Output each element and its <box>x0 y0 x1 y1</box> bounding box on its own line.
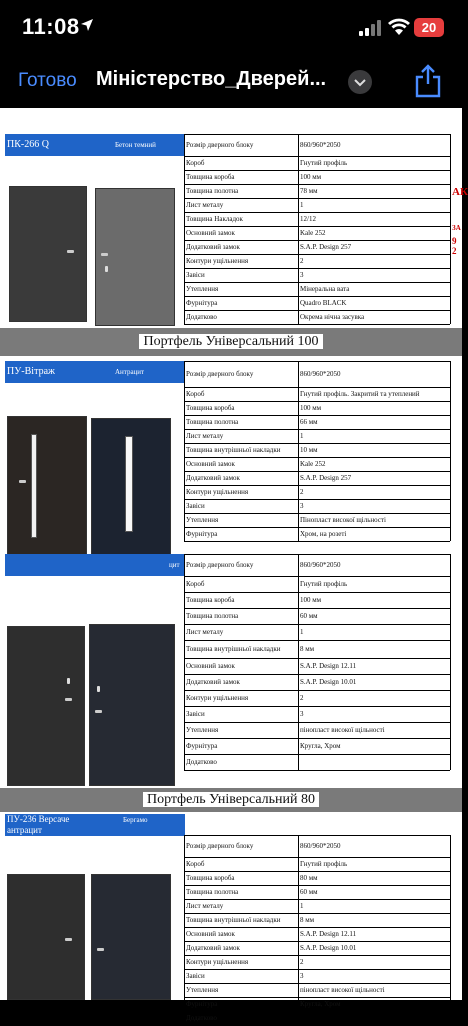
table-rule <box>184 485 450 486</box>
spec-label: Лист металу <box>186 431 224 440</box>
spec-value: S.A.P. Design 12.11 <box>300 929 357 938</box>
section-title: Портфель Універсальний 100 <box>139 334 322 349</box>
spec-label: Фурнітура <box>186 298 218 307</box>
spec-value: 2 <box>300 957 304 966</box>
spec-value: 100 мм <box>300 403 322 412</box>
spec-label: Товщина короба <box>186 595 235 604</box>
spec-value: Пінопласт високої щільності <box>300 515 386 524</box>
spec-value: пінопласт високої щільності <box>300 725 385 734</box>
spec-label: Фурнітура <box>186 999 218 1008</box>
spec-value: 1 <box>300 200 304 209</box>
table-rule <box>184 310 450 311</box>
spec-label: Утеплення <box>186 515 219 524</box>
spec-label: Контури ущільнення <box>186 487 249 496</box>
spec-value: Хром, на розеті <box>300 529 347 538</box>
table-rule <box>184 658 450 659</box>
section-title: Портфель Універсальний 80 <box>143 792 319 807</box>
spec-value: 1 <box>300 627 304 636</box>
spec-value: 8 мм <box>300 915 315 924</box>
spec-label: Завіси <box>186 501 205 510</box>
spec-value: Kale 252 <box>300 459 326 468</box>
spec-value: 100 мм <box>300 172 322 181</box>
spec-value: Kale 252 <box>300 228 326 237</box>
spec-label: Додатковий замок <box>186 943 240 952</box>
table-rule <box>184 457 450 458</box>
spec-label: Короб <box>186 579 205 588</box>
table-rule <box>450 554 451 770</box>
cellular-signal-icon <box>358 20 382 36</box>
spec-value: S.A.P. Design 12.11 <box>300 661 357 670</box>
spec-label: Основний замок <box>186 459 235 468</box>
table-rule <box>184 885 450 886</box>
table-rule <box>184 554 185 770</box>
table-rule <box>184 690 450 691</box>
spec-label: Додатковий замок <box>186 242 240 251</box>
table-rule <box>184 738 450 739</box>
spec-value: 78 мм <box>300 186 318 195</box>
spec-label: Товщина полотна <box>186 417 239 426</box>
model-name-line2: антрацит <box>7 825 42 835</box>
spec-label: Лист металу <box>186 627 224 636</box>
spec-value: S.A.P. Design 257 <box>300 473 352 482</box>
spec-label: Товщина внутрішньої накладки <box>186 644 281 653</box>
table-rule <box>184 983 450 984</box>
table-rule <box>184 770 450 771</box>
side-fragment: 9 2 <box>452 236 457 256</box>
table-rule <box>184 429 450 430</box>
table-rule <box>184 969 450 970</box>
table-rule <box>298 361 299 541</box>
table-rule <box>184 640 450 641</box>
spec-value: 10 мм <box>300 445 318 454</box>
spec-label: Завіси <box>186 270 205 279</box>
spec-label: Контури ущільнення <box>186 693 249 702</box>
table-rule <box>184 554 450 555</box>
share-icon[interactable] <box>414 64 442 98</box>
spec-label: Додатково <box>186 757 217 766</box>
spec-label: Основний замок <box>186 929 235 938</box>
table-rule <box>450 134 451 324</box>
spec-label: Товщина полотна <box>186 611 239 620</box>
table-rule <box>184 674 450 675</box>
model-name: ПУ-Вітраж <box>7 366 55 377</box>
spec-value: 8 мм <box>300 644 315 653</box>
table-rule <box>184 282 450 283</box>
table-rule <box>184 899 450 900</box>
table-rule <box>184 513 450 514</box>
spec-label: Товщина внутрішньої накладки <box>186 445 281 454</box>
spec-value: 860/960*2050 <box>300 560 341 569</box>
spec-label: Утеплення <box>186 985 219 994</box>
document-title[interactable]: Міністерство_Дверей... <box>96 68 327 90</box>
table-rule <box>184 443 450 444</box>
door-photo <box>5 838 183 1000</box>
table-rule <box>450 361 451 541</box>
section-band <box>0 328 462 356</box>
spec-value: 860/960*2050 <box>300 841 341 850</box>
spec-value: Гнутий профіль <box>300 158 348 167</box>
door-photo <box>5 384 183 558</box>
table-rule <box>184 268 450 269</box>
table-rule <box>184 955 450 956</box>
spec-label: Короб <box>186 158 205 167</box>
spec-value: 60 мм <box>300 611 318 620</box>
table-rule <box>184 240 450 241</box>
spec-label: Основний замок <box>186 228 235 237</box>
table-rule <box>184 624 450 625</box>
clock: 11:08 <box>22 14 80 39</box>
spec-value: S.A.P. Design 10.01 <box>300 943 357 952</box>
table-rule <box>184 608 450 609</box>
spec-label: Фурнітура <box>186 529 218 538</box>
title-menu-button[interactable] <box>348 70 372 94</box>
spec-label: Короб <box>186 859 205 868</box>
side-fragment: ЗА <box>452 224 461 232</box>
table-rule <box>184 871 450 872</box>
spec-value: Мінеральна вата <box>300 284 350 293</box>
model-color: Бергамо <box>123 816 148 824</box>
spec-label: Контури ущільнення <box>186 957 249 966</box>
spec-value: 100 мм <box>300 595 322 604</box>
spec-value: 860/960*2050 <box>300 140 341 149</box>
chevron-down-icon <box>348 70 372 94</box>
table-rule <box>184 857 450 858</box>
table-rule <box>184 134 450 135</box>
spec-label: Товщина Накладок <box>186 214 243 223</box>
table-rule <box>184 212 450 213</box>
spec-label: Короб <box>186 389 205 398</box>
table-rule <box>184 835 185 1025</box>
table-rule <box>298 134 299 324</box>
spec-label: Товщина полотна <box>186 186 239 195</box>
status-bar <box>0 0 462 56</box>
spec-value: Quadro BLACK <box>300 298 347 307</box>
model-header <box>5 134 185 156</box>
table-rule <box>184 927 450 928</box>
spec-label: Додатково <box>186 1013 217 1022</box>
table-rule <box>184 722 450 723</box>
spec-label: Контури ущільнення <box>186 256 249 265</box>
spec-value: Гнутий профіль. Закритий та утеплений <box>300 389 420 398</box>
table-rule <box>298 554 299 770</box>
spec-label: Додатково <box>186 312 217 321</box>
spec-label: Завіси <box>186 971 205 980</box>
table-rule <box>184 254 450 255</box>
spec-value: пінопласт високої щільності <box>300 985 385 994</box>
spec-value: 66 мм <box>300 417 318 426</box>
model-color: цит <box>169 561 180 569</box>
spec-label: Розмір дверного блоку <box>186 140 254 149</box>
model-name: ПК-266 Q <box>7 139 49 150</box>
table-rule <box>184 401 450 402</box>
spec-label: Лист металу <box>186 901 224 910</box>
spec-label: Товщина короба <box>186 172 235 181</box>
spec-label: Завіси <box>186 709 205 718</box>
table-rule <box>298 835 299 1025</box>
table-rule <box>184 184 450 185</box>
done-button[interactable]: Готово <box>18 70 77 91</box>
model-name: ПУ-236 Версаче <box>7 814 70 824</box>
table-rule <box>184 527 450 528</box>
table-rule <box>184 415 450 416</box>
side-fragment: АК <box>452 186 468 198</box>
table-rule <box>184 134 185 324</box>
spec-label: Утеплення <box>186 725 219 734</box>
table-rule <box>184 387 450 388</box>
spec-label: Основний замок <box>186 661 235 670</box>
spec-label: Розмір дверного блоку <box>186 369 254 378</box>
table-rule <box>184 835 450 836</box>
spec-value: 2 <box>300 256 304 265</box>
spec-label: Розмір дверного блоку <box>186 841 254 850</box>
model-header <box>5 361 185 383</box>
spec-value: Гнутий профіль <box>300 859 348 868</box>
model-header-partial <box>5 554 185 576</box>
table-rule <box>184 170 450 171</box>
table-rule <box>184 296 450 297</box>
door-photo <box>5 158 183 332</box>
table-rule <box>184 754 450 755</box>
spec-label: Розмір дверного блоку <box>186 560 254 569</box>
model-color: Бетон темний <box>115 141 156 149</box>
table-rule <box>184 324 450 325</box>
table-rule <box>184 706 450 707</box>
spec-value: S.A.P. Design 257 <box>300 242 352 251</box>
table-rule <box>184 576 450 577</box>
table-rule <box>184 997 450 998</box>
spec-label: Утеплення <box>186 284 219 293</box>
spec-value: Кругла, Хром <box>300 999 341 1008</box>
spec-value: Кругла, Хром <box>300 741 341 750</box>
model-header <box>5 814 185 836</box>
spec-label: Лист металу <box>186 200 224 209</box>
table-rule <box>184 592 450 593</box>
model-color: Антрацит <box>115 368 145 376</box>
spec-label: Товщина короба <box>186 873 235 882</box>
table-rule <box>184 499 450 500</box>
spec-value: 3 <box>300 709 304 718</box>
spec-label: Додатковий замок <box>186 473 240 482</box>
spec-value: 3 <box>300 501 304 510</box>
table-rule <box>184 541 450 542</box>
table-rule <box>184 1011 450 1012</box>
location-arrow-icon <box>80 18 94 32</box>
spec-value: 60 мм <box>300 887 318 896</box>
spec-value: 3 <box>300 270 304 279</box>
table-rule <box>184 471 450 472</box>
spec-value: S.A.P. Design 10.01 <box>300 677 357 686</box>
table-rule <box>184 156 450 157</box>
spec-label: Товщина короба <box>186 403 235 412</box>
spec-value: 3 <box>300 971 304 980</box>
table-rule <box>184 913 450 914</box>
spec-value: 860/960*2050 <box>300 369 341 378</box>
table-rule <box>450 835 451 1025</box>
spec-value: 80 мм <box>300 873 318 882</box>
spec-value: Окрема нічна засувка <box>300 312 365 321</box>
spec-value: 2 <box>300 693 304 702</box>
spec-value: 12/12 <box>300 214 316 223</box>
table-rule <box>184 941 450 942</box>
spec-label: Фурнітура <box>186 741 218 750</box>
spec-label: Товщина внутрішньої накладки <box>186 915 281 924</box>
table-rule <box>184 361 185 541</box>
spec-value: 1 <box>300 431 304 440</box>
section-band <box>0 788 462 812</box>
document-page[interactable] <box>0 108 468 1022</box>
table-rule <box>184 226 450 227</box>
spec-label: Додатковий замок <box>186 677 240 686</box>
spec-value: Гнутий профіль <box>300 579 348 588</box>
battery-indicator: 20 <box>414 18 444 37</box>
spec-value: 2 <box>300 487 304 496</box>
wifi-icon <box>388 18 410 36</box>
table-rule <box>184 198 450 199</box>
door-photo <box>5 578 183 790</box>
spec-label: Товщина полотна <box>186 887 239 896</box>
table-rule <box>184 361 450 362</box>
document-nav-bar <box>0 56 462 108</box>
spec-value: 1 <box>300 901 304 910</box>
